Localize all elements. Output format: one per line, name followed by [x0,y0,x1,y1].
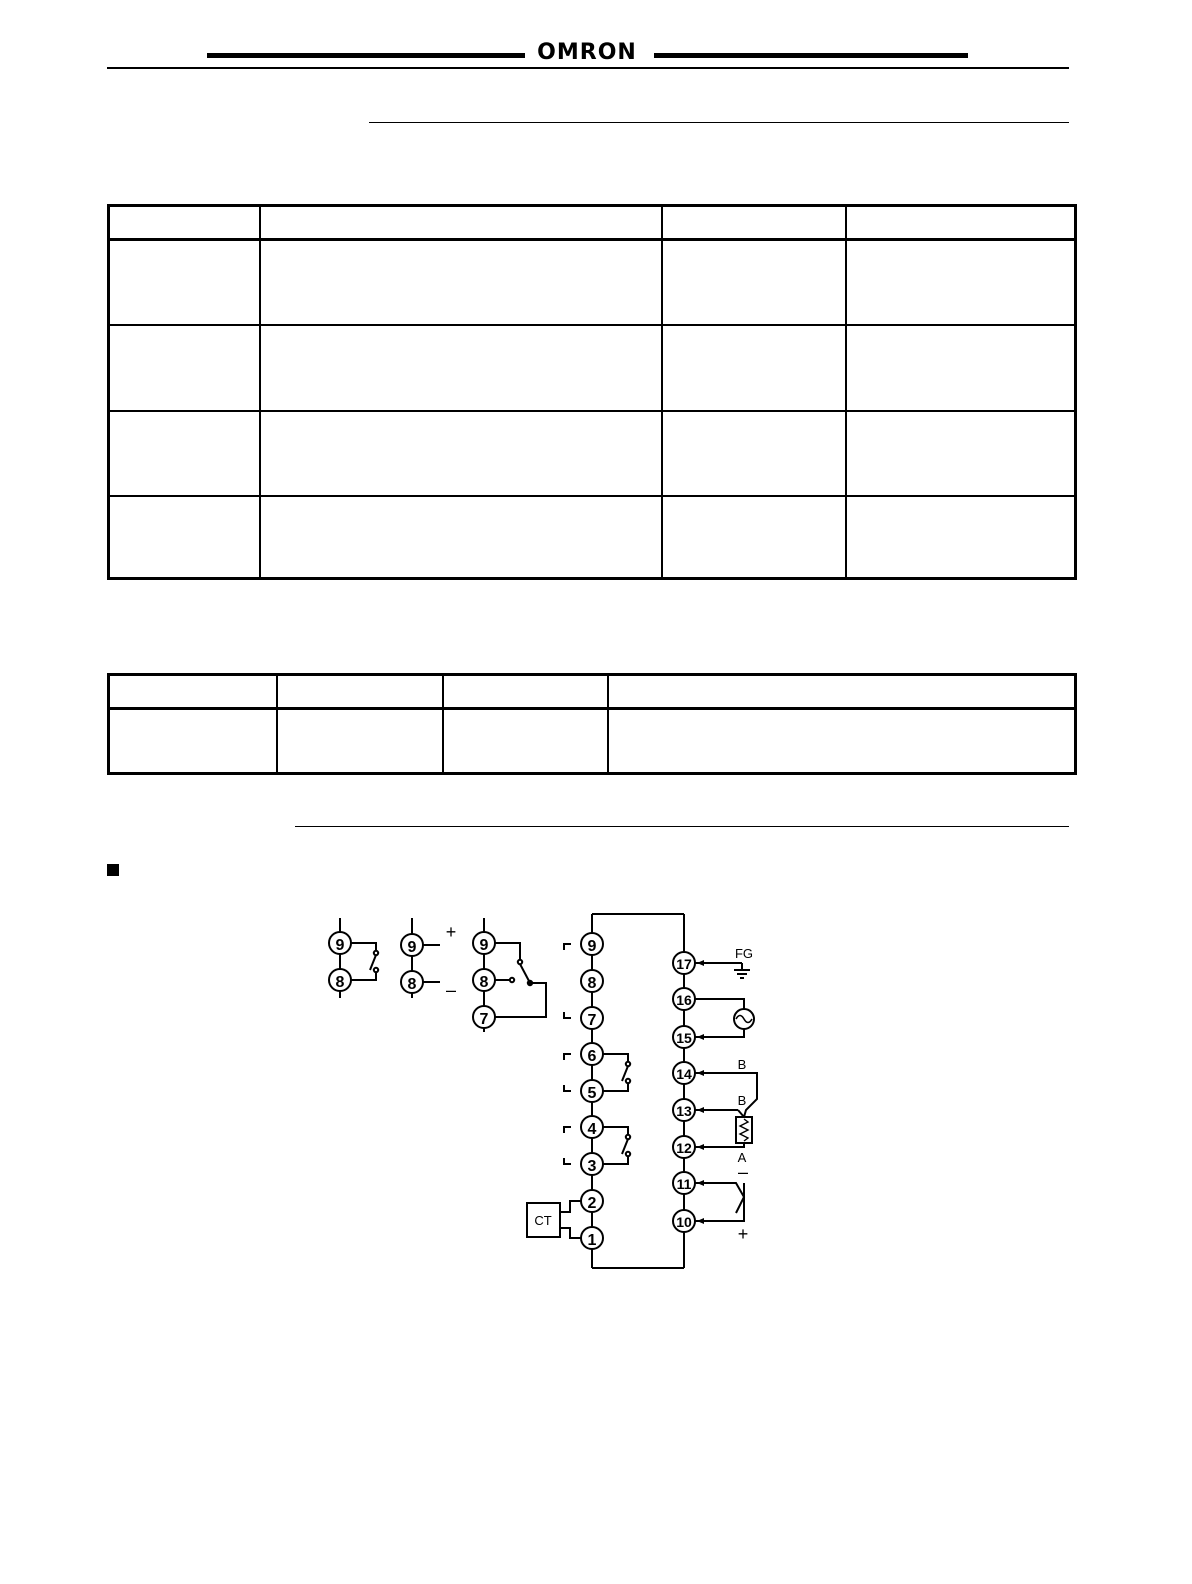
table-row [109,496,1076,579]
section-rule-1 [369,122,1069,123]
rtd-a-label: A [737,1150,747,1165]
terminal-label: 16 [676,992,692,1008]
table-cell [260,411,662,496]
fg-label: FG [734,946,754,961]
table-row [109,411,1076,496]
table-cell [109,709,277,774]
table-1-header-cell [662,206,846,240]
terminal-label: 17 [676,956,692,972]
table-cell [260,240,662,325]
table-1-header-cell [109,206,260,240]
terminal-label: 8 [479,974,489,991]
table-cell [662,411,846,496]
section-bullet [107,864,119,876]
table-cell [109,496,260,579]
rtd-icon [736,1117,752,1143]
table-cell [846,325,1076,411]
tc-minus-sign: – [737,1162,749,1182]
rtd-b-label-1: B [737,1057,747,1072]
table-2-header-row [109,675,1076,709]
terminal-label: 9 [407,939,417,956]
terminal-label: 14 [676,1066,692,1082]
section-rule-2 [295,826,1069,827]
terminal-label: 6 [587,1048,597,1065]
table-cell [662,240,846,325]
table-cell [277,709,443,774]
table-cell [260,325,662,411]
table-2 [107,673,1077,775]
table-cell [109,240,260,325]
table-1 [107,204,1077,580]
terminal-label: 9 [335,937,345,954]
terminal-label: 4 [587,1121,597,1138]
table-cell [846,240,1076,325]
table-cell [662,325,846,411]
terminal-label: 7 [479,1011,489,1028]
terminal-label: 11 [676,1176,692,1192]
terminal-label: 10 [676,1214,692,1230]
table-cell [608,709,1076,774]
terminal-label: 2 [587,1195,597,1212]
terminal-label: 13 [676,1103,692,1119]
table-cell [662,496,846,579]
table-2-header-cell [109,675,277,709]
table-1-header-cell [846,206,1076,240]
table-2-header-cell [277,675,443,709]
rtd-b-label-2: B [737,1093,747,1108]
omron-logo: OMRON [537,40,637,65]
ct-label: CT [534,1213,552,1228]
terminal-label: 8 [587,975,597,992]
terminal-label: 7 [587,1012,597,1029]
terminal-label: 8 [335,974,345,991]
table-1-header-row [109,206,1076,240]
tc-plus-sign: + [737,1224,749,1244]
terminal-label: 5 [587,1085,597,1102]
terminal-label: 1 [587,1232,597,1249]
voltage-output-option [401,918,456,1000]
terminal-label: 9 [587,938,597,955]
table-2-header-cell [443,675,608,709]
voltage-minus-sign: – [445,980,457,1000]
header-rule [107,67,1069,69]
header-bar-left [207,53,525,58]
terminal-wiring-diagram [300,900,780,1280]
changeover-relay-option [473,918,546,1032]
terminal-label: 9 [479,937,489,954]
table-cell [846,411,1076,496]
table-1-header-cell [260,206,662,240]
voltage-plus-sign: + [445,922,457,942]
terminal-label: 12 [676,1140,692,1156]
table-cell [443,709,608,774]
terminal-block [527,914,757,1268]
table-row [109,709,1076,774]
table-cell [109,325,260,411]
terminal-label: 3 [587,1158,597,1175]
table-row [109,240,1076,325]
table-cell [260,496,662,579]
table-cell [109,411,260,496]
table-2-header-cell [608,675,1076,709]
terminal-label: 8 [407,976,417,993]
relay-output-option [329,918,378,998]
table-cell [846,496,1076,579]
terminal-label: 15 [676,1030,692,1046]
table-row [109,325,1076,411]
header-bar-right [654,53,968,58]
